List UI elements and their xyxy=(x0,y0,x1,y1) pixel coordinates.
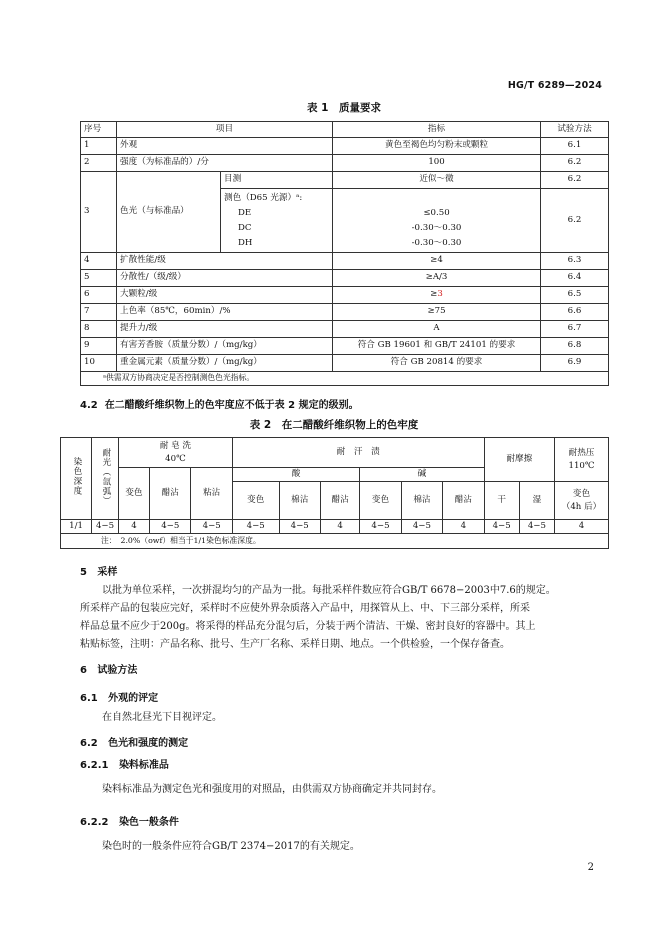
th-soap-shade: 变色 xyxy=(118,468,149,520)
measure-de: DE xyxy=(238,207,252,218)
row-method: 6.2 xyxy=(541,189,609,253)
table-row xyxy=(81,270,609,287)
section-title: 外观的评定 xyxy=(108,693,159,704)
row-item: 强度（为标准品的）/分 xyxy=(117,155,333,172)
table-row xyxy=(81,172,609,189)
row-item: 外观 xyxy=(117,138,333,155)
cell: 4 xyxy=(555,520,609,534)
row-no: 3 xyxy=(81,172,117,253)
th-alkali-shade: 变色 xyxy=(360,482,401,520)
table-row xyxy=(81,321,609,338)
section-number: 6.2.1 xyxy=(80,760,109,771)
row-no: 6 xyxy=(81,287,117,304)
row-method: 6.9 xyxy=(541,355,609,372)
row-value: 黄色至褐色均匀粉末或颗粒 xyxy=(333,138,541,155)
table-row xyxy=(61,520,609,534)
row-item: 色光（与标准品） xyxy=(117,172,221,253)
section-6-1-body: 在自然北昼光下目视评定。 xyxy=(102,712,222,723)
th-rub-dry: 干 xyxy=(484,482,519,520)
section-6-heading xyxy=(80,661,137,676)
section-6-2-1-heading xyxy=(80,756,169,771)
th-acid: 酸 xyxy=(232,468,359,482)
para-line: 以批为单位采样，一次拼混均匀的产品为一批。每批采样件数应符合GB/T 6678−2003中7.6的规定。 xyxy=(102,585,556,596)
th-soap-acetate: 醋沾 xyxy=(150,468,191,520)
cell: 1/1 xyxy=(61,520,92,534)
section-5-body xyxy=(80,582,610,654)
cell: 4−5 xyxy=(92,520,119,534)
section-6-2-2-body: 染色时的一般条件应符合GB/T 2374−2017的有关规定。 xyxy=(102,841,360,852)
section-6-2-heading xyxy=(80,734,188,749)
row-value: 符合 GB 20814 的要求 xyxy=(333,355,541,372)
cell: 4−5 xyxy=(232,520,279,534)
th-no: 序号 xyxy=(81,122,117,138)
row-value: 近似～微 xyxy=(333,172,541,189)
table-row xyxy=(81,287,609,304)
row-item: 重金属元素（质量分数）/（mg/kg） xyxy=(117,355,333,372)
section-6-1-heading xyxy=(80,689,158,704)
th-heat-shade: 变色 （4h 后） xyxy=(555,482,609,520)
th-method: 试验方法 xyxy=(541,122,609,138)
row-no: 9 xyxy=(81,338,117,355)
row-item: 上色率（85℃，60min）/% xyxy=(117,304,333,321)
measure-label: 测色（D65 光源）ᵃ: xyxy=(224,192,303,203)
section-title: 色光和强度的测定 xyxy=(108,738,189,749)
value-dh: -0.30～0.30 xyxy=(411,237,462,248)
th-alkali: 碱 xyxy=(360,468,484,482)
th-acid-shade: 变色 xyxy=(232,482,279,520)
table-row xyxy=(81,138,609,155)
table1-caption: 表 1 质量要求 xyxy=(307,102,381,114)
row-method: 6.8 xyxy=(541,338,609,355)
section-6-2-2-heading xyxy=(80,813,179,828)
th-depth: 染色深度 xyxy=(61,438,92,520)
measure-dh: DH xyxy=(238,237,253,248)
table-row xyxy=(81,338,609,355)
th-sweat: 耐 汗 渍 xyxy=(232,438,484,468)
row-item: 扩散性能/级 xyxy=(117,253,333,270)
section-5-heading xyxy=(80,563,117,578)
para-line: 粘贴标签，注明：产品名称、批号、生产厂名称、采样日期、地点。一个供检验，一个保存备查。 xyxy=(80,639,510,650)
row-subitem: 目测 xyxy=(221,172,333,189)
row-item: 大颗粒/级 xyxy=(117,287,333,304)
cell: 4 xyxy=(118,520,149,534)
table-row xyxy=(81,304,609,321)
th-alkali-acetate: 醋沾 xyxy=(443,482,484,520)
row-method: 6.7 xyxy=(541,321,609,338)
section-4-2 xyxy=(80,396,359,411)
section-number: 6.1 xyxy=(80,693,98,704)
th-light: 耐光（氙弧） xyxy=(92,438,119,520)
section-text: 在二醋酸纤维织物上的色牢度应不低于表 2 规定的级别。 xyxy=(104,400,359,411)
row-item: 有害芳香胺（质量分数）/（mg/kg） xyxy=(117,338,333,355)
row-value xyxy=(333,189,541,253)
document-code: HG/T 6289—2024 xyxy=(507,80,602,91)
section-title: 染色一般条件 xyxy=(118,817,179,828)
quality-table xyxy=(80,121,609,386)
table-row xyxy=(81,355,609,372)
th-acid-acetate: 醋沾 xyxy=(320,482,359,520)
section-title: 试验方法 xyxy=(97,665,138,676)
th-rub-wet: 湿 xyxy=(519,482,554,520)
row-method: 6.5 xyxy=(541,287,609,304)
row-item: 分散性/（级/级） xyxy=(117,270,333,287)
th-acid-cotton: 棉沾 xyxy=(279,482,320,520)
row-value: ≥A/3 xyxy=(333,270,541,287)
cell: 4−5 xyxy=(401,520,442,534)
section-title: 采样 xyxy=(97,567,118,578)
cell: 4−5 xyxy=(519,520,554,534)
row-method: 6.2 xyxy=(541,172,609,189)
th-alkali-cotton: 棉沾 xyxy=(401,482,442,520)
row-subitem xyxy=(221,189,333,253)
section-number: 6 xyxy=(80,665,87,676)
cell: 4−5 xyxy=(191,520,232,534)
row-no: 10 xyxy=(81,355,117,372)
row-value xyxy=(333,287,541,304)
cell: 4 xyxy=(320,520,359,534)
th-rub: 耐摩擦 xyxy=(484,438,554,482)
row-value: ≥75 xyxy=(333,304,541,321)
value-highlight: 3 xyxy=(437,289,443,300)
row-value: 100 xyxy=(333,155,541,172)
row-method: 6.4 xyxy=(541,270,609,287)
table1-footnote: ᵃ供需双方协商决定是否控制测色色光指标。 xyxy=(81,372,609,386)
section-number: 6.2 xyxy=(80,738,98,749)
row-no: 5 xyxy=(81,270,117,287)
th-heat: 耐热压 110℃ xyxy=(555,438,609,482)
row-no: 4 xyxy=(81,253,117,270)
cell: 4−5 xyxy=(484,520,519,534)
section-6-2-1-body: 染料标准品为测定色光和强度用的对照品，由供需双方协商确定并共同封存。 xyxy=(102,784,442,795)
table-row xyxy=(81,155,609,172)
section-number: 4.2 xyxy=(80,400,98,411)
table-row xyxy=(81,253,609,270)
row-no: 1 xyxy=(81,138,117,155)
row-method: 6.1 xyxy=(541,138,609,155)
fastness-table xyxy=(60,437,609,549)
row-no: 8 xyxy=(81,321,117,338)
row-item: 提升力/级 xyxy=(117,321,333,338)
value-de: ≤0.50 xyxy=(423,207,450,218)
cell: 4−5 xyxy=(150,520,191,534)
cell: 4 xyxy=(443,520,484,534)
th-item: 项目 xyxy=(117,122,333,138)
th-value: 指标 xyxy=(333,122,541,138)
page-number: 2 xyxy=(587,862,594,873)
row-method: 6.6 xyxy=(541,304,609,321)
cell: 4−5 xyxy=(279,520,320,534)
th-soap-viscose: 粘沾 xyxy=(191,468,232,520)
row-value: ≥4 xyxy=(333,253,541,270)
row-no: 7 xyxy=(81,304,117,321)
measure-dc: DC xyxy=(238,222,252,233)
para-line: 所采样产品的包装应完好，采样时不应使外界杂质落入产品中，用探管从上、中、下三部分采样，所采 xyxy=(80,603,530,614)
para-line: 样品总量不应少于200g。将采得的样品充分混匀后，分装于两个清洁、干燥、密封良好的容器中。其上 xyxy=(80,621,536,632)
row-method: 6.3 xyxy=(541,253,609,270)
cell: 4−5 xyxy=(360,520,401,534)
row-method: 6.2 xyxy=(541,155,609,172)
section-number: 6.2.2 xyxy=(80,817,109,828)
row-value: A xyxy=(333,321,541,338)
section-title: 染料标准品 xyxy=(118,760,169,771)
th-soap: 耐 皂 洗 40℃ xyxy=(118,438,232,468)
table2-caption: 表 2 在二醋酸纤维织物上的色牢度 xyxy=(249,419,419,431)
row-no: 2 xyxy=(81,155,117,172)
value-prefix: ≥ xyxy=(430,289,438,300)
section-number: 5 xyxy=(80,567,87,578)
value-dc: -0.30～0.30 xyxy=(411,222,462,233)
table2-note: 注： 2.0%（owf）相当于1/1染色标准深度。 xyxy=(61,534,609,549)
row-value: 符合 GB 19601 和 GB/T 24101 的要求 xyxy=(333,338,541,355)
